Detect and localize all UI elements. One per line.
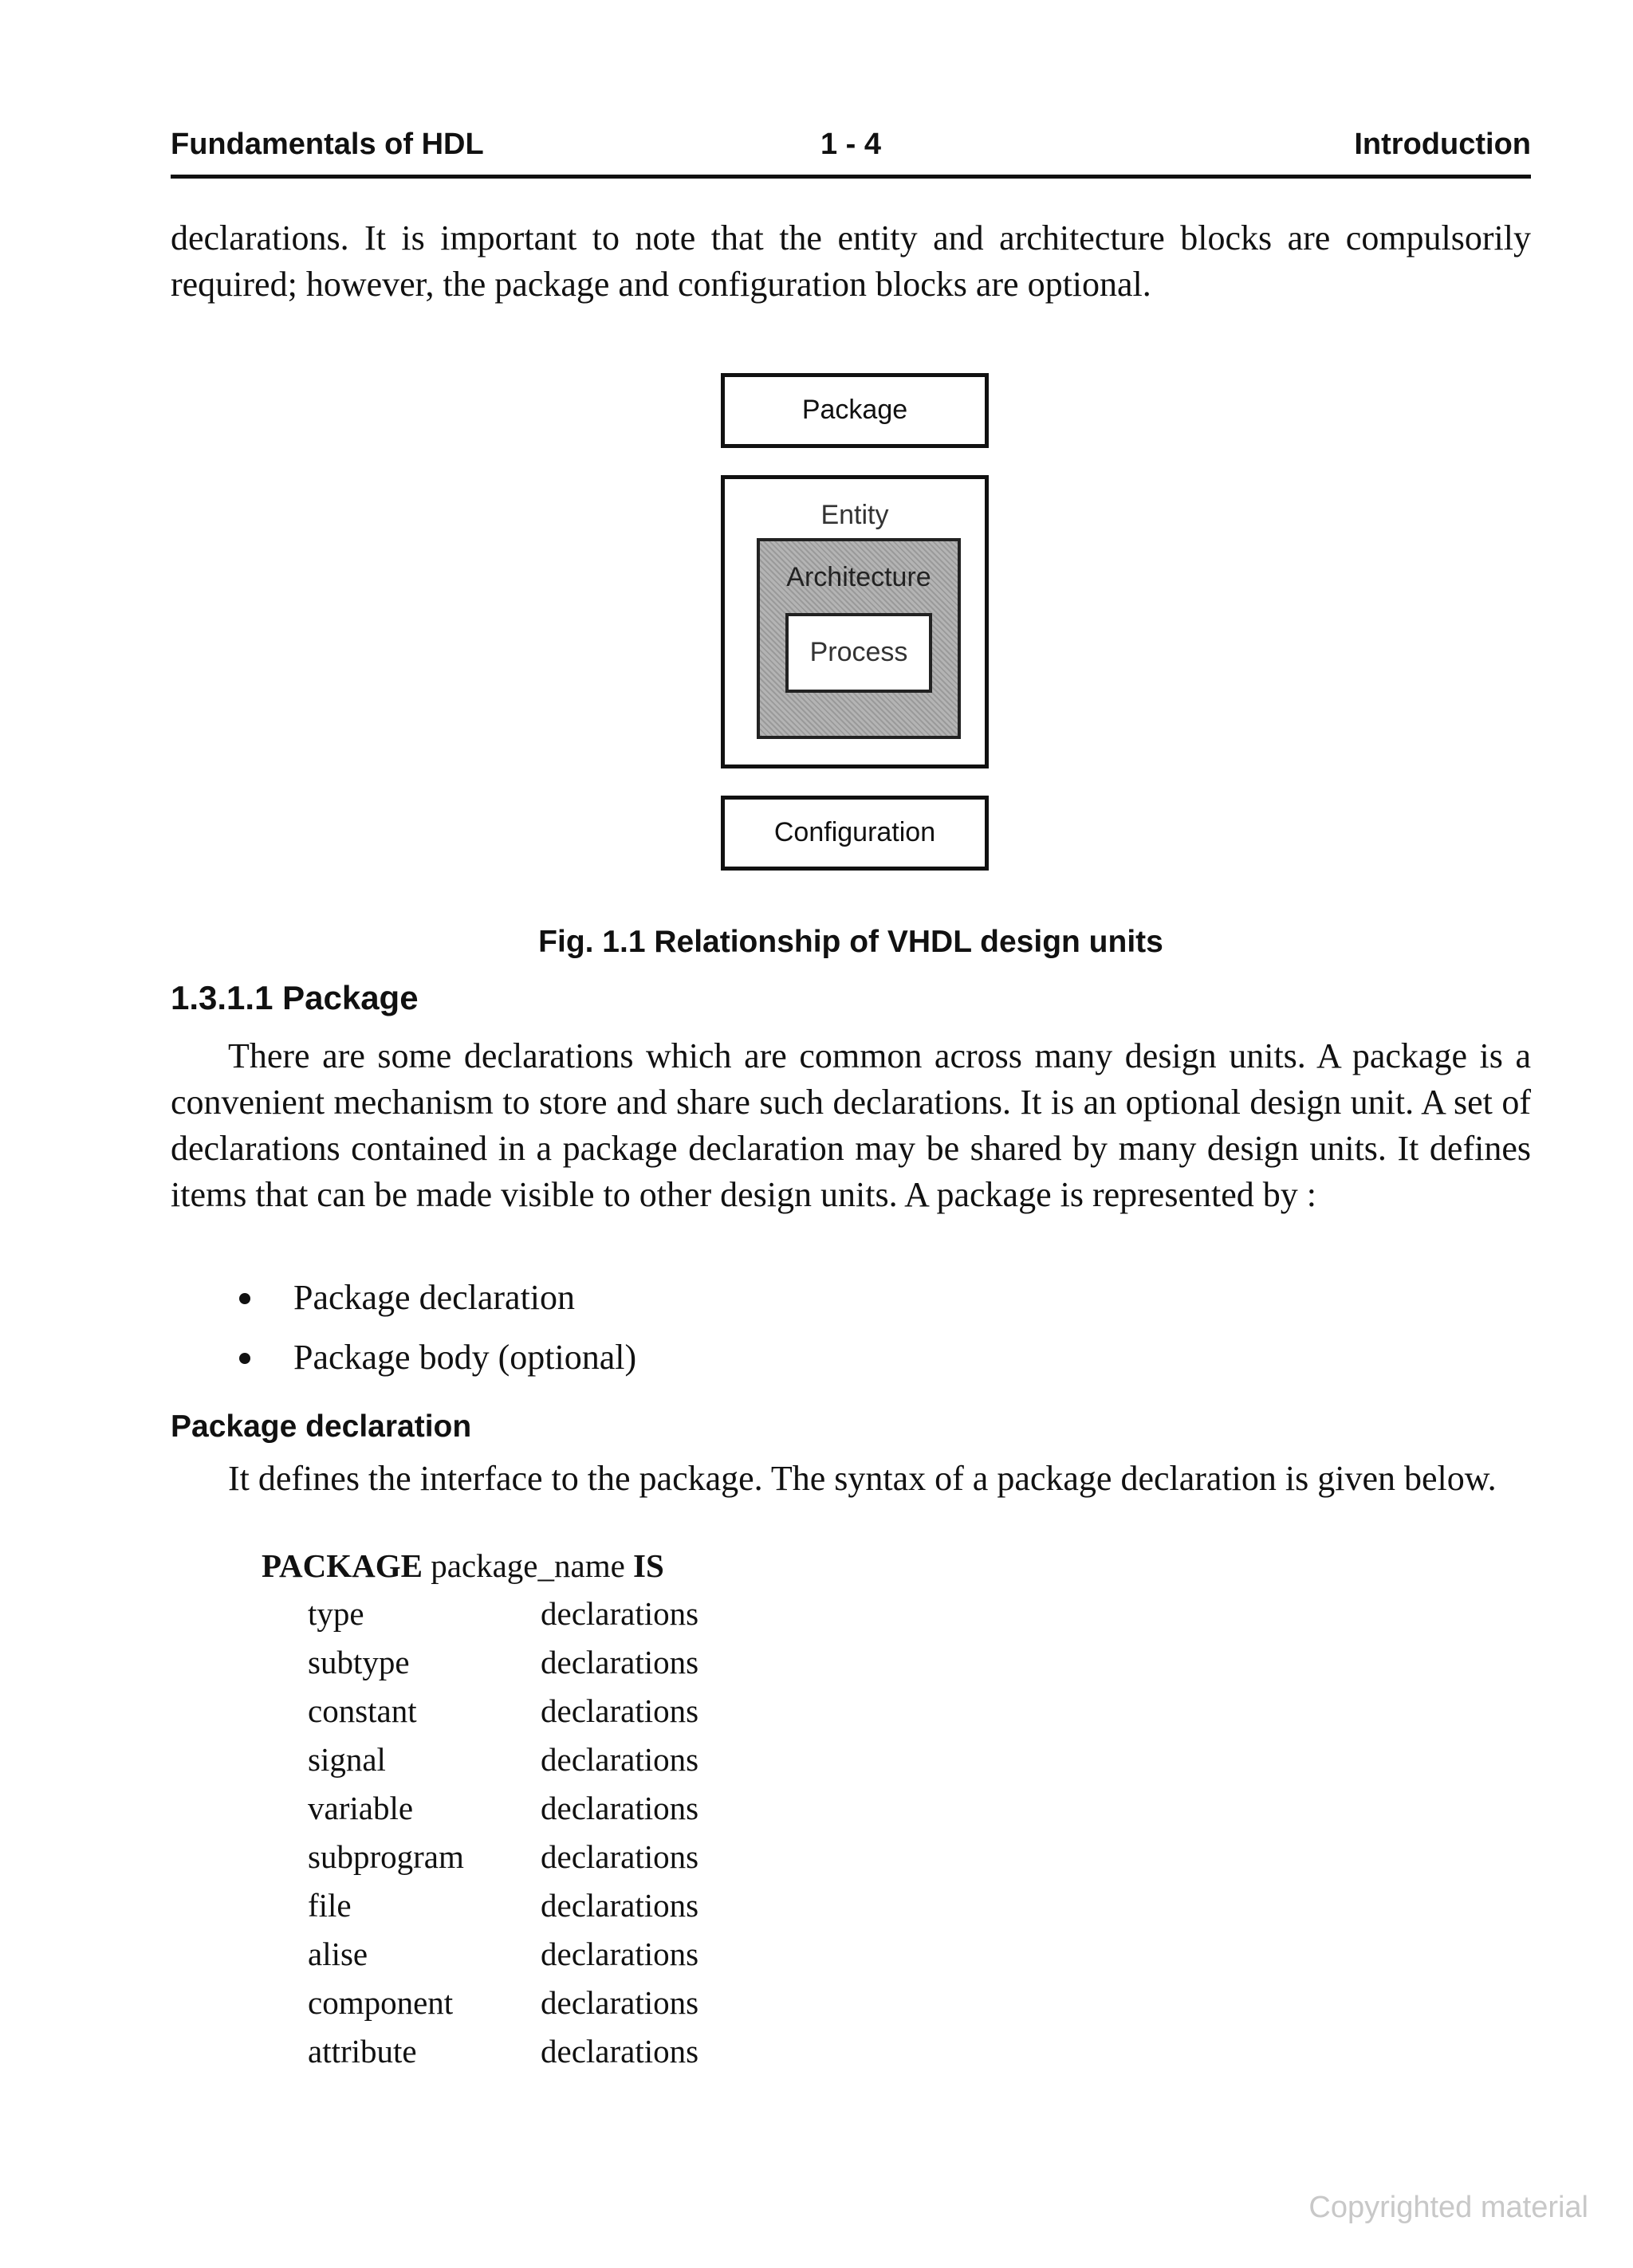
architecture-box-label: Architecture [786,562,931,592]
package-box [721,373,989,448]
bullet-dot [239,1353,250,1364]
package-box-label: Package [801,395,908,425]
bullet-text: Package body (optional) [293,1338,637,1377]
declaration-kind: constant [308,1692,417,1729]
configuration-box [721,796,989,871]
declaration-kind: type [308,1595,364,1632]
section-paragraph: There are some declarations which are common across many design units. A package is a convenient mechanism to store and share such declarations. It is an optional design unit. A set of declarations contained in a package declaration may be shared by many design units. It defines items that can be made visible to other design units. A package is represented by : [171,1036,1531,1214]
declaration-word: declarations [541,1692,699,1729]
declaration-word: declarations [541,1644,699,1680]
syntax-keyword-is: IS [633,1547,664,1584]
declaration-kind: file [308,1887,352,1924]
syntax-package-name: package_name [422,1547,634,1584]
declaration-kind: subtype [308,1644,410,1680]
package-declaration-heading: Package declaration [171,1409,472,1444]
bullet-dot [239,1293,250,1304]
syntax-line [262,1547,664,1585]
intro-paragraph: declarations. It is important to note that the entity and architecture blocks are compulsorily required; however, the package and configuration blocks are optional. [171,218,1531,304]
header-chapter-title: Introduction [1354,128,1531,161]
declaration-word: declarations [541,1984,699,2021]
header-page-number: 1 - 4 [820,128,882,161]
declaration-word: declarations [541,1887,699,1924]
declaration-kind: attribute [308,2033,417,2070]
declaration-kind: variable [308,1790,414,1826]
declaration-kind: component [308,1984,454,2021]
declaration-word: declarations [541,1936,699,1972]
header-rule [171,175,1531,179]
declaration-word: declarations [541,1741,699,1778]
figure-caption: Fig. 1.1 Relationship of VHDL design units [538,925,1163,959]
entity-box-label: Entity [820,500,889,530]
process-box-label: Process [809,637,908,667]
configuration-box-label: Configuration [773,817,936,847]
declaration-kind: subprogram [308,1838,464,1875]
header-book-title: Fundamentals of HDL [171,128,484,161]
declaration-kind: alise [308,1936,368,1972]
architecture-box [757,538,961,739]
declaration-word: declarations [541,1595,699,1632]
syntax-keyword-package: PACKAGE [262,1547,423,1584]
copyright-watermark: Copyrighted material [1308,2191,1588,2224]
declaration-word: declarations [541,1838,699,1875]
declaration-word: declarations [541,1790,699,1826]
page-header [171,128,1531,167]
package-declaration-paragraph: It defines the interface to the package. The syntax of a package declaration is given below. [228,1459,1497,1498]
bullet-text: Package declaration [293,1278,576,1317]
declaration-word: declarations [541,2033,699,2070]
process-box [785,613,932,693]
section-heading: 1.3.1.1 Package [171,979,419,1016]
declaration-kind: signal [308,1741,386,1778]
entity-box [721,475,989,768]
